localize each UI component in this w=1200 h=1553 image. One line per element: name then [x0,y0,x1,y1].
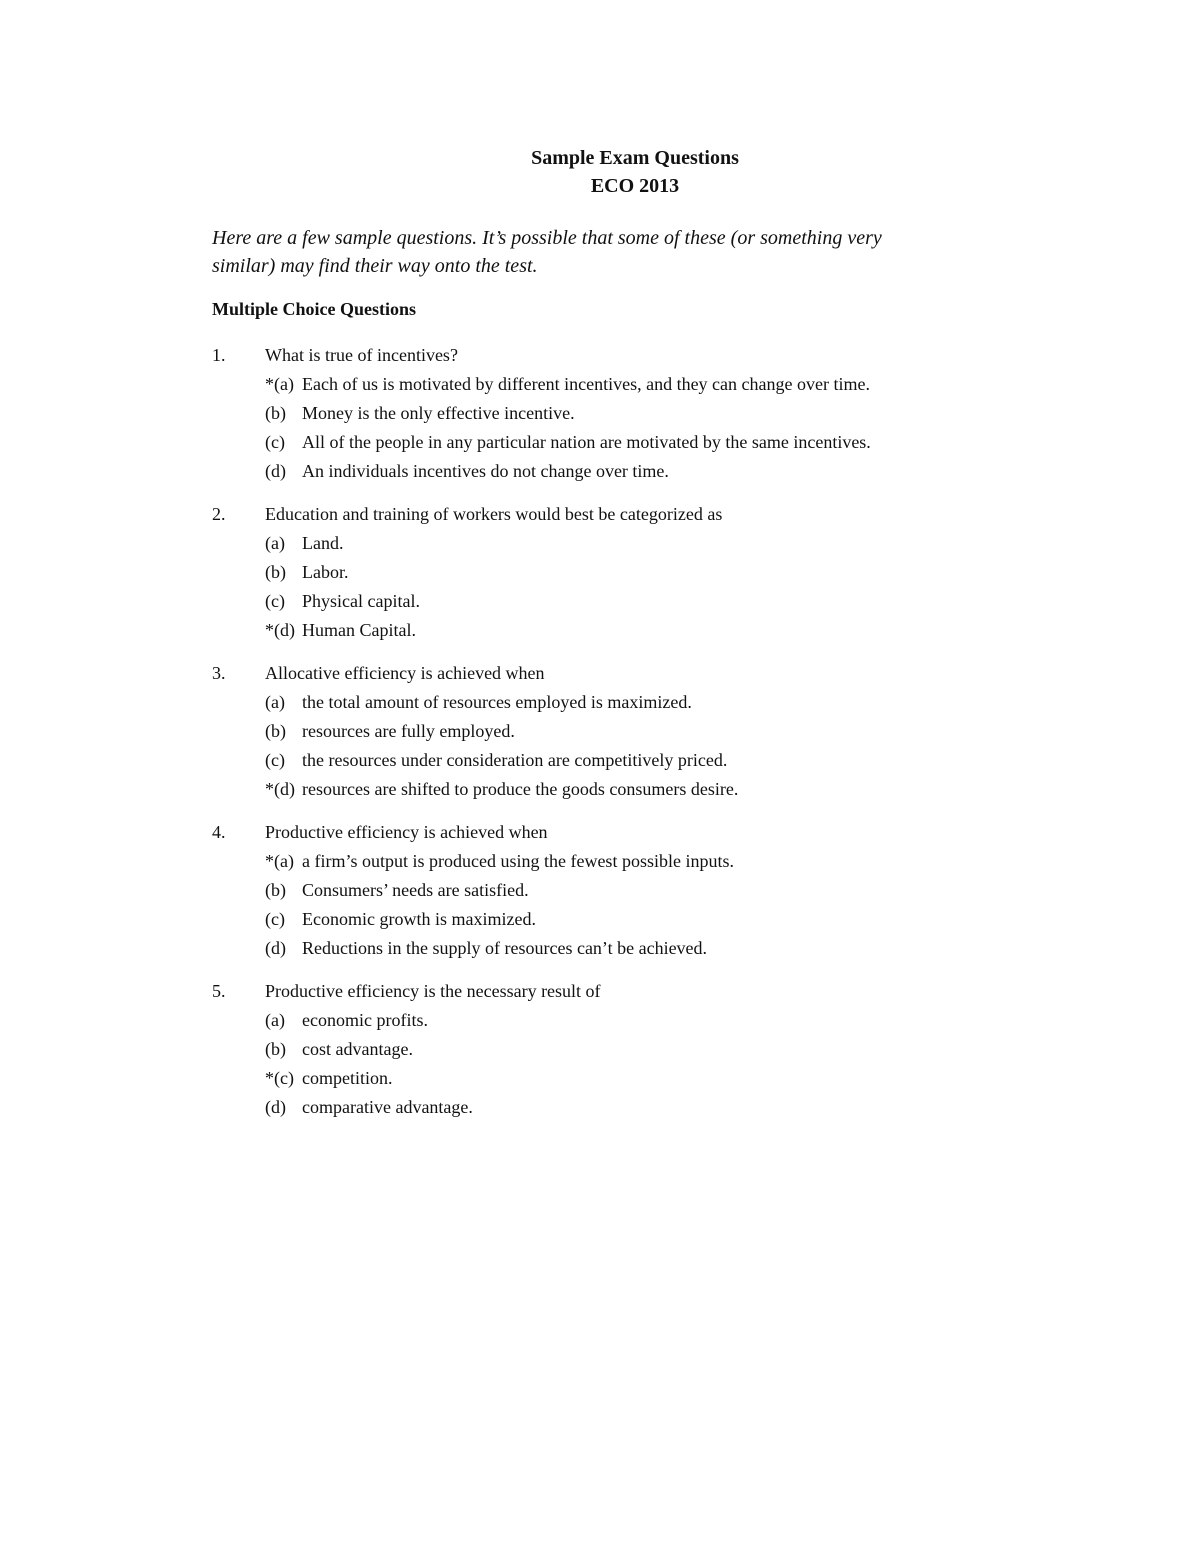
answer-option [212,934,1032,963]
title-block [0,144,1200,200]
option-label: *(d) [265,620,295,640]
answer-option [212,1006,1032,1035]
option-text: Labor. [302,562,349,582]
question-stem [212,341,1032,370]
question-number: 3. [212,663,226,683]
answer-option [212,428,1032,457]
question-number: 4. [212,822,226,842]
answer-option [212,616,1032,645]
option-label: (d) [265,938,286,958]
option-label: (b) [265,403,286,423]
option-label: (b) [265,880,286,900]
answer-option [212,529,1032,558]
answer-option [212,1035,1032,1064]
option-label: (b) [265,562,286,582]
intro-line-2: similar) may find their way onto the test. [212,255,538,277]
answer-option [212,847,1032,876]
answer-option [212,775,1032,804]
option-text: the total amount of resources employed is maximized. [302,692,692,712]
option-text: Land. [302,533,344,553]
question-stem [212,977,1032,1006]
option-text: resources are fully employed. [302,721,515,741]
question-number: 1. [212,345,226,365]
option-text: a firm’s output is produced using the fewest possible inputs. [302,851,734,871]
question-number: 5. [212,981,226,1001]
option-text: comparative advantage. [302,1097,473,1117]
option-label: (b) [265,721,286,741]
question-5 [212,977,1032,1122]
option-label: (c) [265,432,285,452]
option-label: (a) [265,692,285,712]
question-text: What is true of incentives? [265,345,458,365]
question-3 [212,659,1032,804]
option-text: competition. [302,1068,393,1088]
course-code: ECO 2013 [590,175,680,197]
answer-option [212,1064,1032,1093]
page-title: Sample Exam Questions [531,147,739,169]
question-2 [212,500,1032,645]
option-text: Economic growth is maximized. [302,909,536,929]
option-label: *(a) [265,374,294,394]
option-label: *(d) [265,779,295,799]
answer-option [212,746,1032,775]
option-text: Consumers’ needs are satisfied. [302,880,529,900]
option-label: (d) [265,1097,286,1117]
question-text: Education and training of workers would best be categorized as [265,504,723,524]
question-stem [212,500,1032,529]
option-label: *(a) [265,851,294,871]
option-text: resources are shifted to produce the goods consumers desire. [302,779,739,799]
intro-paragraph [212,224,1032,280]
option-text: An individuals incentives do not change over time. [302,461,669,481]
question-stem [212,659,1032,688]
option-text: the resources under consideration are competitively priced. [302,750,728,770]
option-label: (a) [265,1010,285,1030]
intro-line-1: Here are a few sample questions. It’s possible that some of these (or something very [212,227,882,249]
option-text: cost advantage. [302,1039,413,1059]
option-text: All of the people in any particular nation are motivated by the same incentives. [302,432,871,452]
question-number: 2. [212,504,226,524]
answer-option [212,457,1032,486]
option-text: Each of us is motivated by different incentives, and they can change over time. [302,374,870,394]
question-text: Allocative efficiency is achieved when [265,663,545,683]
answer-option [212,905,1032,934]
section-heading: Multiple Choice Questions [212,299,417,319]
option-label: (c) [265,591,285,611]
answer-option [212,717,1032,746]
answer-option [212,399,1032,428]
answer-option [212,370,1032,399]
question-4 [212,818,1032,963]
option-label: (c) [265,909,285,929]
answer-option [212,1093,1032,1122]
answer-option [212,558,1032,587]
option-label: (c) [265,750,285,770]
option-text: Physical capital. [302,591,420,611]
answer-option [212,688,1032,717]
answer-option [212,587,1032,616]
question-stem [212,818,1032,847]
option-label: (d) [265,461,286,481]
option-text: Reductions in the supply of resources can’t be achieved. [302,938,708,958]
option-text: Human Capital. [302,620,416,640]
option-text: Money is the only effective incentive. [302,403,575,423]
question-list [212,341,1032,1136]
option-label: (a) [265,533,285,553]
question-text: Productive efficiency is the necessary result of [265,981,601,1001]
answer-option [212,876,1032,905]
question-text: Productive efficiency is achieved when [265,822,548,842]
option-label: *(c) [265,1068,294,1088]
question-1 [212,341,1032,486]
option-label: (b) [265,1039,286,1059]
option-text: economic profits. [302,1010,428,1030]
